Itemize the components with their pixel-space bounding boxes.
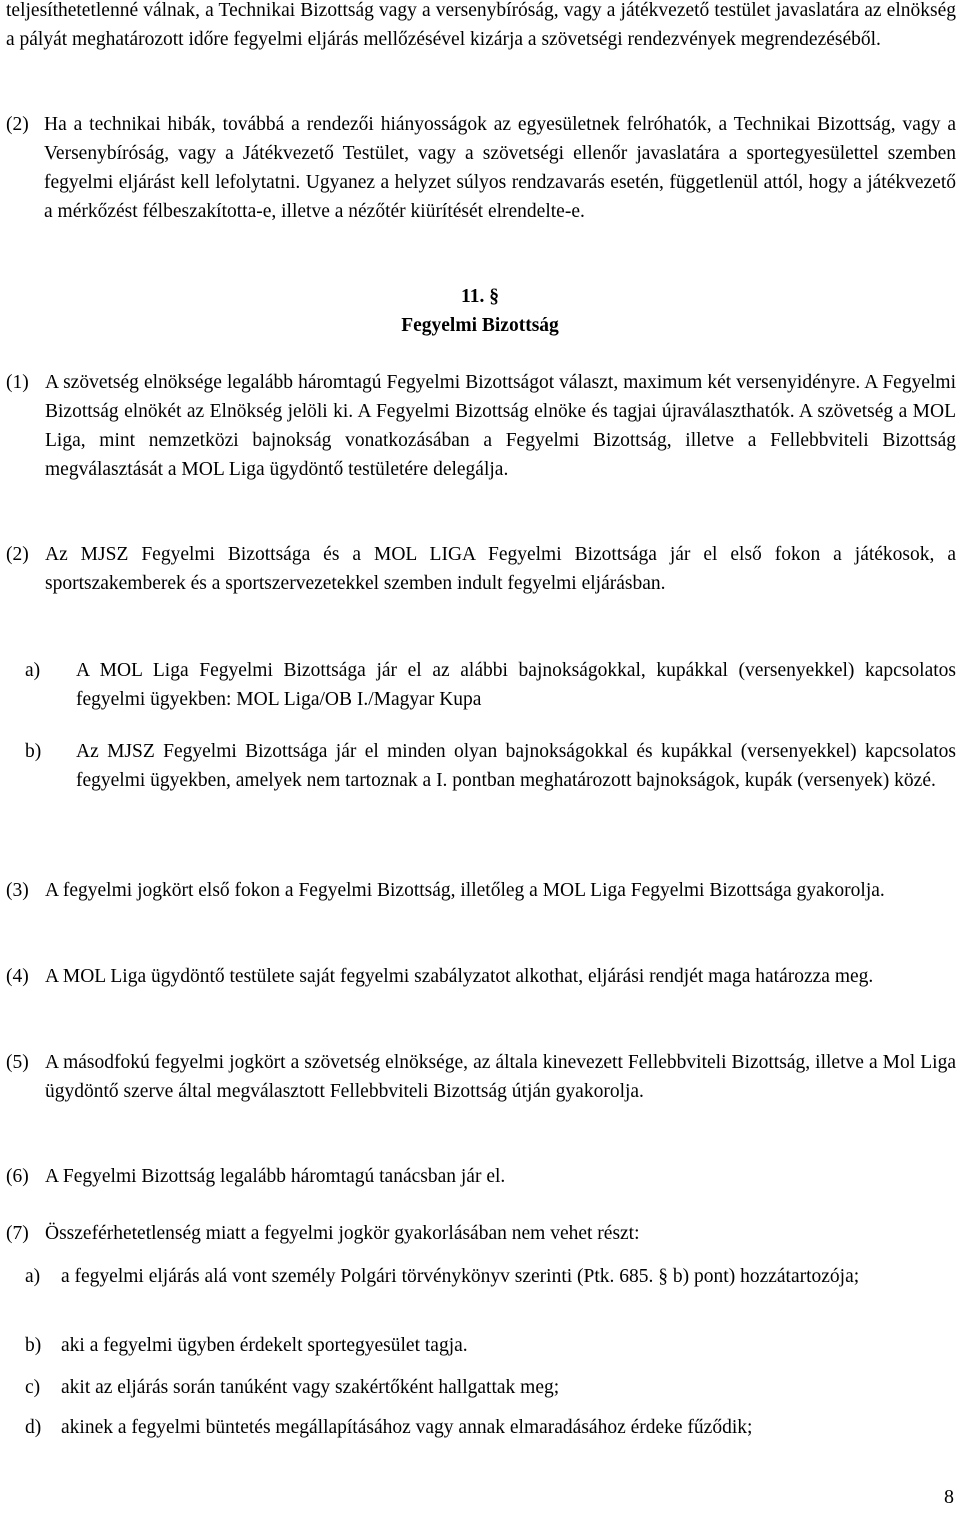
paragraph-text: A másodfokú fegyelmi jogkört a szövetség elnöksége, az általa kinevezett Fellebbviteli Bizottság, illetve a Mol Liga ügydöntő szerve által megválasztott Fellebbviteli Bizottság útján gyakorolja.	[45, 1052, 956, 1102]
item-text: Az MJSZ Fegyelmi Bizottsága jár el minden olyan bajnokságokkal és kupákkal (versenyekkel) kapcsolatos fegyelmi ügyekben, amelyek nem tartoznak a I. pontban meghatározott bajnokságok, kupák (versenyek) közé.	[76, 741, 956, 791]
paragraph-text: Összeférhetetlenség miatt a fegyelmi jogkör gyakorlásában nem vehet részt:	[45, 1223, 640, 1244]
item-text: a fegyelmi eljárás alá vont személy Polgári törvénykönyv szerinti (Ptk. 685. § b) pont) hozzátartozója;	[61, 1266, 860, 1287]
paragraph-number: (3)	[6, 880, 29, 901]
paragraph-text: A fegyelmi jogkört első fokon a Fegyelmi Bizottság, illetőleg a MOL Liga Fegyelmi Bizottsága gyakorolja.	[45, 880, 885, 901]
paragraph-text: A Fegyelmi Bizottság legalább háromtagú tanácsban jár el.	[45, 1166, 506, 1187]
section-paragraph-3	[6, 876, 956, 905]
item-label: d)	[25, 1417, 42, 1438]
item-label: b)	[25, 741, 42, 762]
continued-paragraph: teljesíthetetlenné válnak, a Technikai Bizottság vagy a versenybíróság, vagy a játékvezető testület javaslatára az elnökség a pályát meghatározott időre fegyelmi eljárás mellőzésével kizárja a szövetségi rendezvények megrendezéséből.	[6, 0, 956, 50]
paragraph-text: Az MJSZ Fegyelmi Bizottsága és a MOL LIGA Fegyelmi Bizottsága jár el első fokon a játékosok, a sportszakemberek és a sportszervezetekkel szemben indult fegyelmi eljárásban.	[45, 544, 956, 594]
list-item-7a	[25, 1262, 956, 1291]
section-paragraph-6	[6, 1162, 956, 1191]
list-item-2a	[25, 656, 956, 714]
section-paragraph-7	[6, 1219, 956, 1248]
section-number: 11. §	[461, 286, 499, 307]
paragraph-number: (2)	[6, 544, 29, 565]
section-paragraph-2	[6, 540, 956, 598]
paragraph-number: (5)	[6, 1052, 29, 1073]
paragraph-2	[6, 110, 956, 226]
paragraph-number: (6)	[6, 1166, 29, 1187]
paragraph-number: (4)	[6, 966, 29, 987]
paragraph-text: A szövetség elnöksége legalább háromtagú Fegyelmi Bizottságot választ, maximum két versenyidényre. A Fegyelmi Bizottság elnökét az Elnökség jelöli ki. A Fegyelmi Bizottság elnöke és tagjai újraválaszthatók. A szövetség a MOL Liga, mint nemzetközi bajnokság vonatkozásában a Fegyelmi Bizottság, illetve a Fellebbviteli Bizottság megválasztását a MOL Liga ügydöntő testületére delegálja.	[45, 372, 956, 480]
paragraph-number: (2)	[6, 114, 29, 135]
list-item-7c	[25, 1373, 956, 1402]
section-paragraph-1	[6, 368, 956, 484]
paragraph-text: A MOL Liga ügydöntő testülete saját fegyelmi szabályzatot alkothat, eljárási rendjét maga határozza meg.	[45, 966, 874, 987]
list-item-7b	[25, 1331, 956, 1360]
section-paragraph-5	[6, 1048, 956, 1106]
section-paragraph-4	[6, 962, 956, 991]
paragraph-number: (7)	[6, 1223, 29, 1244]
list-item-2b	[25, 737, 956, 795]
item-label: a)	[25, 660, 41, 681]
item-text: aki a fegyelmi ügyben érdekelt sportegyesület tagja.	[61, 1335, 468, 1356]
list-item-7d	[25, 1413, 956, 1442]
item-label: a)	[25, 1266, 41, 1287]
paragraph-text: Ha a technikai hibák, továbbá a rendezői hiányosságok az egyesületnek felróhatók, a Technikai Bizottság, vagy a Versenybíróság, vagy a Játékvezető Testület, vagy a szövetségi ellenőr javaslatára a sportegyesülettel szemben fegyelmi eljárást kell lefolytatni. Ugyanez a helyzet súlyos rendzavarás esetén, függetlenül attól, hogy a játékvezető a mérkőzést félbeszakította-e, illetve a nézőtér kiürítését elrendelte-e.	[44, 114, 956, 222]
item-text: A MOL Liga Fegyelmi Bizottsága jár el az alábbi bajnokságokkal, kupákkal (versenyekkel) kapcsolatos fegyelmi ügyekben: MOL Liga/OB I./Magyar Kupa	[76, 660, 956, 710]
item-label: b)	[25, 1335, 42, 1356]
page-number: 8	[944, 1486, 954, 1508]
item-text: akinek a fegyelmi büntetés megállapításához vagy annak elmaradásához érdeke fűződik;	[61, 1417, 753, 1438]
paragraph-number: (1)	[6, 372, 29, 393]
item-label: c)	[25, 1377, 41, 1398]
section-title: Fegyelmi Bizottság	[401, 315, 559, 336]
item-text: akit az eljárás során tanúként vagy szakértőként hallgattak meg;	[61, 1377, 560, 1398]
